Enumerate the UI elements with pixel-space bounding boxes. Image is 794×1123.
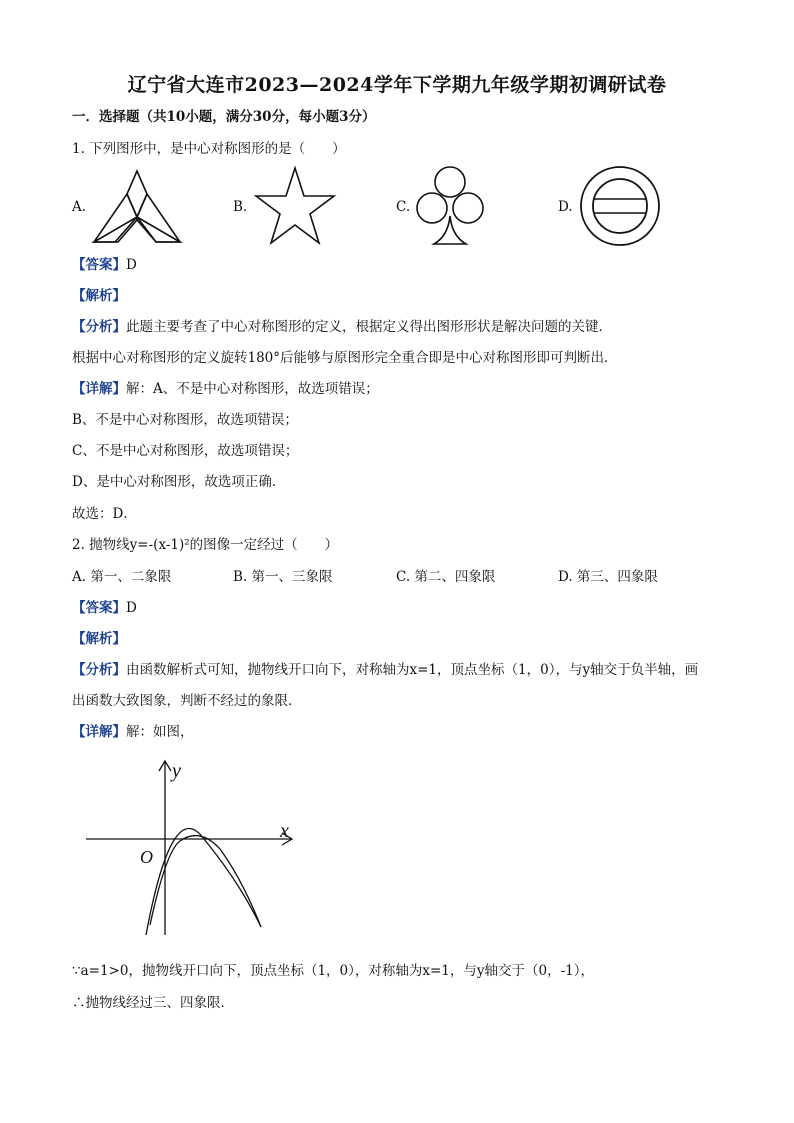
q2-fenxi-2: 出函数大致图象，判断不经过的象限． <box>72 693 302 709</box>
x-axis-label: x <box>280 820 289 842</box>
q1-answer-value: D <box>126 257 137 273</box>
q2-option-b: B. 第一、三象限 <box>233 569 333 585</box>
q1-fenxi: 【分析】此题主要考查了中心对称图形的定义，根据定义得出图形形状是解决问题的关键． <box>72 319 612 335</box>
section-heading: 一．选择题（共10小题，满分30分，每小题3分） <box>72 109 376 125</box>
page-title: 辽宁省大连市2023—2024学年下学期九年级学期初调研试卷 <box>127 74 667 96</box>
q1-option-d-label: D. <box>558 199 573 215</box>
q1-option-c-label: C. <box>396 199 411 215</box>
q1-xiangjie: 【详解】解：A、不是中心对称图形，故选项错误； <box>72 381 379 397</box>
star-icon <box>253 166 337 246</box>
parabola-graph <box>80 755 310 940</box>
q1-option-b-label: B. <box>233 199 248 215</box>
q1-conclusion: 故选：D． <box>72 506 137 522</box>
answer-tag: 【答案】 <box>72 257 126 273</box>
parabola-curve <box>146 828 261 935</box>
q2-answer: 【答案】D <box>72 600 137 616</box>
q1-xiangjie-b: B、不是中心对称图形，故选项错误； <box>72 412 298 428</box>
q2-option-c: C. 第二、四象限 <box>396 569 496 585</box>
q1-answer <box>72 256 137 274</box>
mitsubishi-diamond-icon <box>90 168 186 246</box>
circle-bar-icon <box>578 164 662 248</box>
q1-option-a-label: A. <box>72 199 87 215</box>
question-2-stem: 2. 抛物线y=-(x-1)²的图像一定经过（ ） <box>72 537 339 553</box>
q2-option-a: A. 第一、二象限 <box>72 569 172 585</box>
club-icon <box>414 164 486 248</box>
q2-because-line: ∵a=1>0，抛物线开口向下，顶点坐标（1，0），对称轴为x=1，与y轴交于（0，-1）， <box>72 963 594 979</box>
question-1-stem: 1. 下列图形中，是中心对称图形的是（ ） <box>72 141 346 157</box>
y-axis-label: y <box>172 760 181 782</box>
q2-fenxi: 【分析】由函数解析式可知，抛物线开口向下，对称轴为x=1，顶点坐标（1，0），与y轴交于负半轴，画 <box>72 662 699 678</box>
q1-analysis-tag: 【解析】 <box>72 288 126 304</box>
origin-label: O <box>140 847 153 867</box>
q2-xiangjie: 【详解】解：如图， <box>72 724 194 740</box>
q2-option-d: D. 第三、四象限 <box>558 569 658 585</box>
q1-xiangjie-d: D、是中心对称图形，故选项正确． <box>72 474 286 490</box>
q1-fenxi-2: 根据中心对称图形的定义旋转180°后能够与原图形完全重合即是中心对称图形即可判断出． <box>72 350 618 366</box>
q2-analysis-tag: 【解析】 <box>72 631 126 647</box>
q1-xiangjie-c: C、不是中心对称图形，故选项错误； <box>72 443 299 459</box>
q2-therefore-line: ∴抛物线经过三、四象限． <box>72 995 234 1011</box>
